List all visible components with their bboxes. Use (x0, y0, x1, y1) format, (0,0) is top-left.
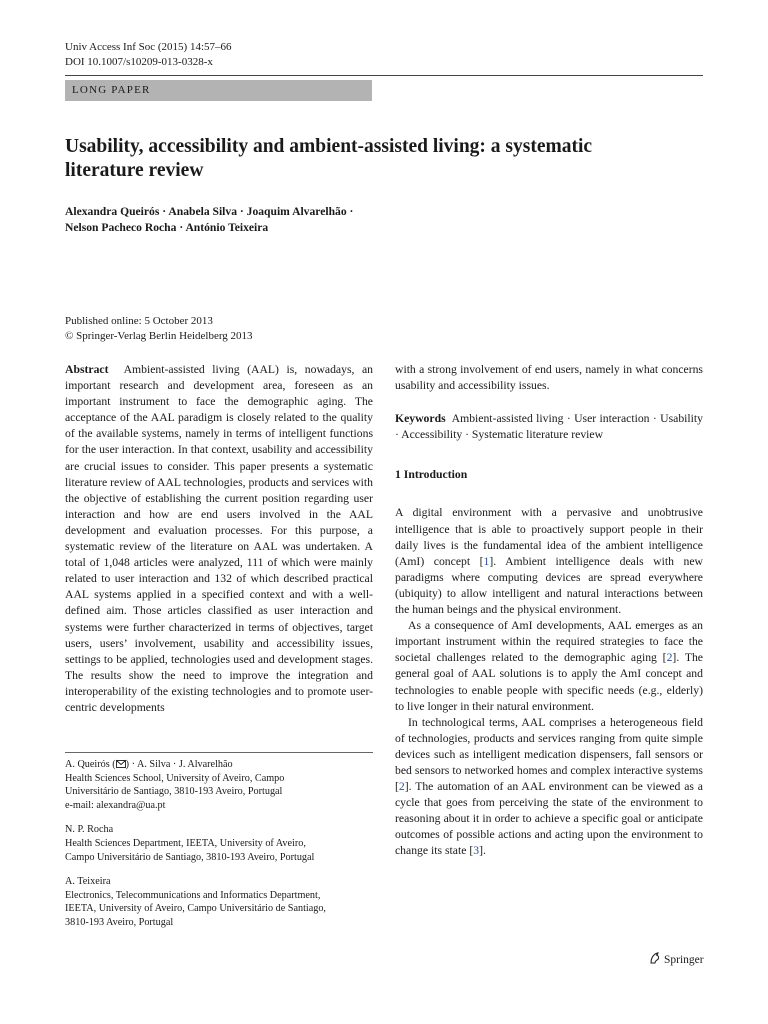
affiliation-line: Electronics, Telecommunications and Informatics Department, (65, 889, 321, 901)
citation-link[interactable]: 1 (483, 554, 490, 568)
affiliation-block (65, 875, 373, 929)
journal-citation (65, 40, 232, 70)
left-column (65, 362, 373, 716)
abstract-label: Abstract (65, 363, 109, 376)
section-heading-introduction: 1 Introduction (395, 468, 468, 482)
citation-link[interactable]: 2 (398, 780, 405, 794)
header-rule (65, 75, 703, 76)
title-line: Usability, accessibility and ambient-assisted living: a systematic (65, 136, 593, 157)
paragraph-text: ]. The automation of an AAL environment can be viewed as a cycle that goes from perceiving the state of the environment to reasoning about it in order to achieve a specific goal or anticipate outcomes of possible actions and acting upon the environment to change its state [ (395, 780, 703, 858)
affiliation-block (65, 823, 373, 864)
intro-paragraph-3 (395, 715, 703, 860)
keywords-label: Keywords (395, 412, 446, 426)
abstract-continuation: with a strong involvement of end users, namely in what concerns usability and accessibility issues. (395, 363, 703, 393)
author-line: Alexandra Queirós · Anabela Silva · Joaquim Alvarelhão · (65, 205, 354, 218)
right-column (395, 362, 703, 860)
email-link[interactable]: e-mail: alexandra@ua.pt (65, 799, 166, 811)
publisher-name: Springer (664, 954, 704, 966)
paragraph-text: ]. (479, 844, 486, 858)
intro-paragraph-2 (395, 618, 703, 715)
doi-line[interactable]: DOI 10.1007/s10209-013-0328-x (65, 56, 213, 68)
affiliation-line: Health Sciences School, University of Aveiro, Campo (65, 772, 285, 784)
abstract-text: Ambient-assisted living (AAL) is, nowadays, an important research and development area, foreseen as an important instrument to face the demographic aging. The acceptance of the AAL paradigm is closely related to the quality of the available systems, namely in terms of intelligent functions for the user interaction. In that context, usability and accessibility are crucial issues to consider. This paper presents a systematic literature review of AAL technologies, products and services with the objective of establishing the current position regarding user interaction and how are end users involved in the AAL development and evaluation processes. For this purpose, a systematic review of the literature on AAL was undertaken. A total of 1,048 articles were analyzed, 111 of which were mainly related to user interaction and 132 of which described practical AAL systems applied in a specified context and with a well-defined aim. Those articles classified as user interaction and systems were further characterized in terms of objectives, target users, users’ involvement, usability and accessibility issues, settings to be applied, technologies used and development stages. The results show the need to improve the integration and interoperability of the existing technologies and to promote user-centric developments (65, 363, 374, 714)
citation-link[interactable]: 3 (473, 844, 480, 858)
affiliations (65, 758, 373, 941)
affiliation-line: Health Sciences Department, IEETA, University of Aveiro, (65, 837, 306, 849)
publisher-logo (648, 951, 704, 966)
paper-title (65, 135, 705, 183)
envelope-icon[interactable] (116, 760, 126, 768)
affiliation-line: Universitário de Santiago, 3810-193 Aveiro, Portugal (65, 786, 283, 798)
footnote-rule (65, 752, 373, 753)
keywords-text: Ambient-assisted living · User interaction · Usability · Accessibility · Systematic literature review (395, 412, 703, 442)
keywords (395, 411, 703, 443)
paragraph-text: In technological terms, AAL comprises a heterogeneous field of technologies, products and services ranging from quite simple devices such as intelligent medication dispensers, fall sensors or bed sensors to networked homes and complex interactive systems [ (395, 715, 703, 794)
copyright-notice: © Springer-Verlag Berlin Heidelberg 2013 (65, 330, 253, 342)
springer-horse-icon (648, 951, 662, 965)
abstract (65, 362, 373, 716)
affiliation-names-text: ) · A. Silva · J. Alvarelhão (125, 759, 233, 770)
intro-paragraph-1 (395, 505, 703, 618)
paragraph-text: As a consequence of AmI developments, AAL emerges as an important instrument within the required strategies to face the societal challenges related to the demographic aging [ (395, 619, 703, 665)
journal-line: Univ Access Inf Soc (2015) 14:57–66 (65, 41, 232, 53)
affiliation-line: IEETA, University of Aveiro, Campo Universitário de Santiago, (65, 903, 326, 915)
affiliation-line: Campo Universitário de Santiago, 3810-193 Aveiro, Portugal (65, 851, 315, 863)
article-type-banner: LONG PAPER (65, 80, 372, 101)
affiliation-names: N. P. Rocha (65, 824, 114, 836)
title-line: literature review (65, 160, 204, 181)
affiliation-names-text: A. Queirós ( (65, 759, 116, 770)
paragraph-text: A digital environment with a pervasive and unobtrusive intelligence that is able to proactively support people in their daily lives is the fundamental idea of the ambient intelligence (AmI) concept [ (395, 506, 703, 568)
author-line: Nelson Pacheco Rocha · António Teixeira (65, 221, 269, 234)
affiliation-line: 3810-193 Aveiro, Portugal (65, 916, 174, 928)
publication-info (65, 314, 253, 344)
paragraph-text: ]. Ambient intelligence deals with new paradigms where computing devices are spread everywhere (ubiquity) to allow intelligent and natural interactions between the human beings and the physical environment. (395, 554, 703, 617)
published-date: Published online: 5 October 2013 (65, 315, 213, 327)
paragraph-text: ]. The general goal of AAL solutions is to apply the AmI concept and technologies to enable people with specific needs (e.g., elderly) to live longer in their natural environment. (395, 651, 703, 713)
author-list (65, 204, 465, 236)
affiliation-block (65, 758, 373, 812)
citation-link[interactable]: 2 (666, 651, 673, 665)
affiliation-names (65, 758, 373, 772)
affiliation-names: A. Teixeira (65, 876, 111, 888)
